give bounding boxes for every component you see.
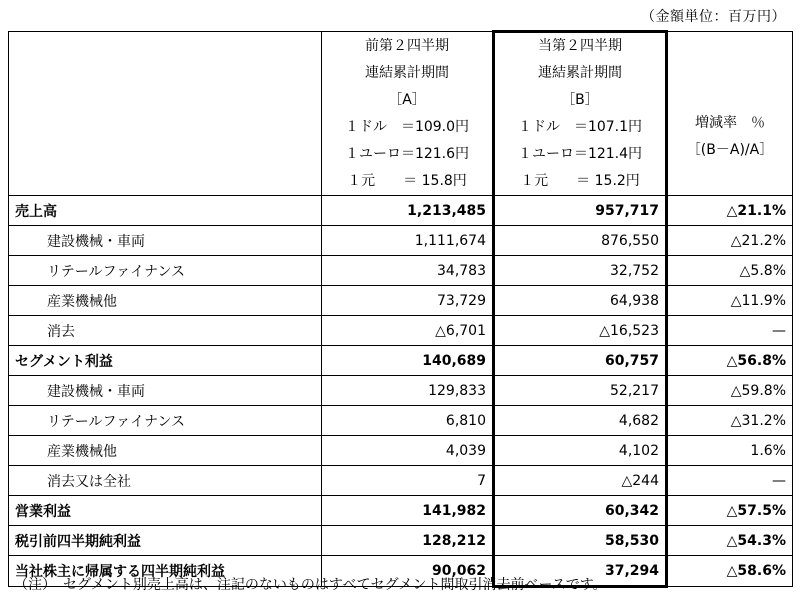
row-label: 産業機械他 <box>9 436 322 466</box>
curr-value: 957,717 <box>494 196 667 226</box>
header-change-rate <box>667 32 793 196</box>
table-row <box>9 256 793 286</box>
change-rate-value: △11.9% <box>667 286 793 316</box>
prev-value: 141,982 <box>322 496 494 526</box>
row-label: 営業利益 <box>9 496 322 526</box>
header-curr-period <box>494 32 667 196</box>
change-rate-value: △57.5% <box>667 496 793 526</box>
header-line: ［B］ <box>561 92 599 108</box>
prev-value: 6,810 <box>322 406 494 436</box>
header-line: 当第２四半期 <box>538 38 622 54</box>
table-row <box>9 286 793 316</box>
prev-value: 1,213,485 <box>322 196 494 226</box>
change-rate-value: — <box>667 466 793 496</box>
header-line: 連結累計期間 <box>365 64 449 81</box>
header-line: ［(B－A)/A］ <box>686 141 774 158</box>
change-rate-value: △21.1% <box>667 196 793 226</box>
table-row <box>9 526 793 556</box>
financial-table <box>8 30 793 588</box>
prev-value: 4,039 <box>322 436 494 466</box>
prev-value: △6,701 <box>322 316 494 346</box>
prev-value: 90,062 <box>322 556 494 587</box>
table-row <box>9 496 793 526</box>
prev-value: 73,729 <box>322 286 494 316</box>
table-header-row <box>9 32 793 196</box>
table-row <box>9 316 793 346</box>
curr-value: 37,294 <box>494 556 667 587</box>
header-line: 連結累計期間 <box>538 65 622 81</box>
header-line: 前第２四半期 <box>365 37 449 54</box>
row-label: 税引前四半期純利益 <box>9 526 322 556</box>
change-rate-value: △56.8% <box>667 346 793 376</box>
header-line: 増減率 ％ <box>695 114 765 131</box>
unit-label: （金額単位：百万円） <box>641 9 786 25</box>
table-row <box>9 406 793 436</box>
row-label: セグメント利益 <box>9 346 322 376</box>
curr-value: 52,217 <box>494 376 667 406</box>
header-line: １ドル ＝107.1円 <box>517 119 643 135</box>
header-line: １ユーロ＝121.6円 <box>344 145 470 162</box>
curr-value: 64,938 <box>494 286 667 316</box>
change-rate-value: △59.8% <box>667 376 793 406</box>
curr-value: △244 <box>494 466 667 496</box>
prev-value: 140,689 <box>322 346 494 376</box>
curr-value: 4,102 <box>494 436 667 466</box>
footnote: （注） セグメント別売上高は、注記のないものはすべてセグメント間取引消去前ベースです。 <box>14 577 607 593</box>
table-row <box>9 376 793 406</box>
table-row <box>9 466 793 496</box>
row-label: リテールファイナンス <box>9 256 322 286</box>
table-row <box>9 226 793 256</box>
header-line: ［A］ <box>388 91 426 108</box>
row-label: 売上高 <box>9 196 322 226</box>
header-line: １ユーロ＝121.4円 <box>517 146 643 162</box>
curr-value: 32,752 <box>494 256 667 286</box>
change-rate-value: 1.6% <box>667 436 793 466</box>
prev-value: 129,833 <box>322 376 494 406</box>
change-rate-value: △58.6% <box>667 556 793 587</box>
prev-value: 34,783 <box>322 256 494 286</box>
change-rate-value: △21.2% <box>667 226 793 256</box>
row-label: 建設機械・車両 <box>9 376 322 406</box>
curr-value: 58,530 <box>494 526 667 556</box>
prev-value: 1,111,674 <box>322 226 494 256</box>
curr-value: 60,757 <box>494 346 667 376</box>
change-rate-value: — <box>667 316 793 346</box>
curr-value: 4,682 <box>494 406 667 436</box>
prev-value: 128,212 <box>322 526 494 556</box>
header-line: １元 ＝ 15.8円 <box>347 172 467 189</box>
curr-value: 876,550 <box>494 226 667 256</box>
change-rate-value: △54.3% <box>667 526 793 556</box>
header-line: １ドル ＝109.0円 <box>344 118 470 135</box>
row-label: 消去 <box>9 316 322 346</box>
table-row <box>9 196 793 226</box>
change-rate-value: △31.2% <box>667 406 793 436</box>
row-label: 当社株主に帰属する四半期純利益 <box>9 556 322 587</box>
prev-value: 7 <box>322 466 494 496</box>
header-prev-period <box>322 32 494 196</box>
row-label: 消去又は全社 <box>9 466 322 496</box>
row-label: 産業機械他 <box>9 286 322 316</box>
table-row <box>9 346 793 376</box>
curr-value: 60,342 <box>494 496 667 526</box>
header-blank-cell <box>9 32 322 196</box>
header-line: １元 ＝ 15.2円 <box>520 173 640 189</box>
row-label: リテールファイナンス <box>9 406 322 436</box>
row-label: 建設機械・車両 <box>9 226 322 256</box>
table-row <box>9 436 793 466</box>
curr-value: △16,523 <box>494 316 667 346</box>
change-rate-value: △5.8% <box>667 256 793 286</box>
